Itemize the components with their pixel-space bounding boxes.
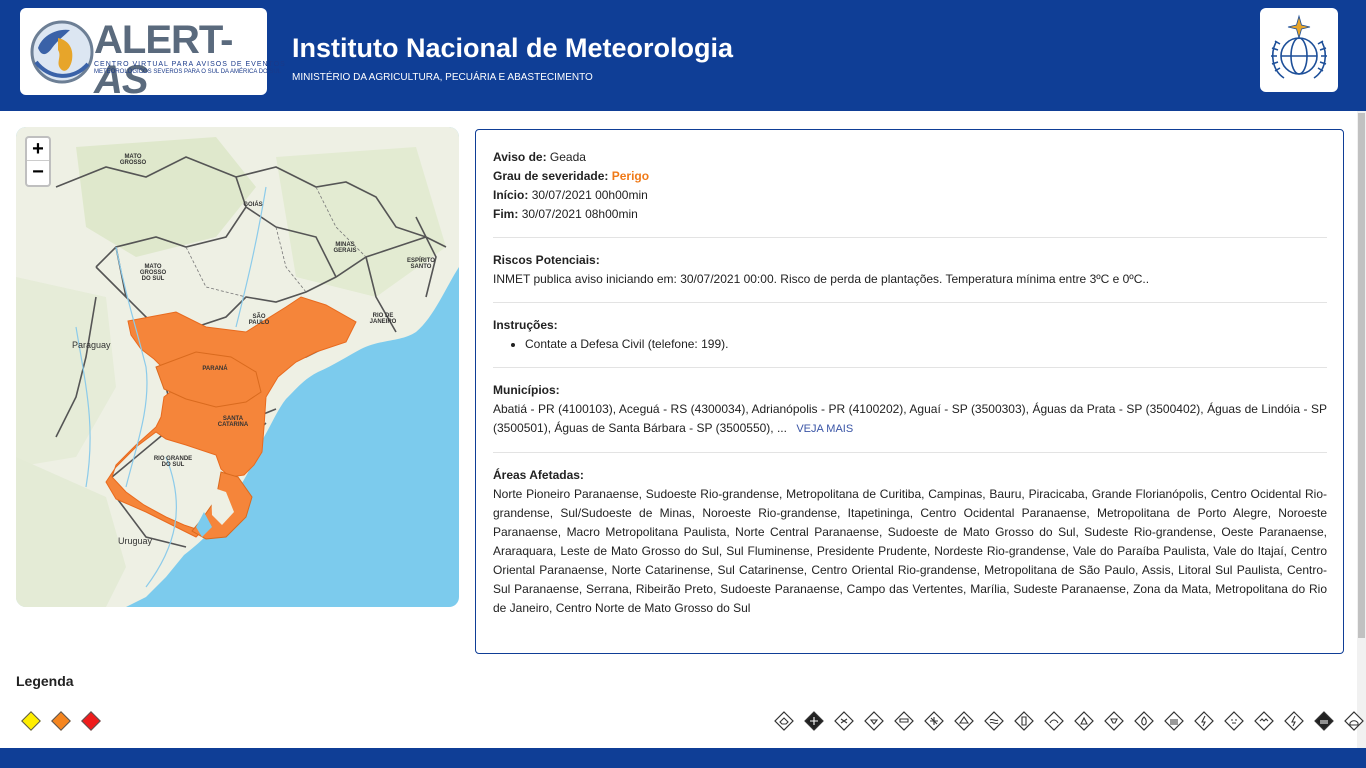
start-row [493, 186, 1327, 205]
wind-icon[interactable] [984, 711, 1004, 731]
risks-text: INMET publica aviso iniciando em: 30/07/2021 00:00. Risco de perda de plantações. Temperatura mínima entre 3ºC e 0ºC.. [493, 272, 1150, 286]
map-zoom-control [25, 136, 51, 187]
start-value: 30/07/2021 00h00min [531, 188, 648, 202]
lightning-icon[interactable] [1284, 711, 1304, 731]
map-label-rgs: RIO GRANDE DO SUL [153, 456, 193, 468]
severity-value: Perigo [611, 169, 650, 183]
start-label: Início: [493, 188, 529, 202]
tornado-icon[interactable] [1104, 711, 1124, 731]
map-canvas [16, 127, 459, 607]
map-label-sao-paulo: SÃO PAULO [248, 314, 270, 326]
map-label-mato-grosso: MATO GROSSO [119, 154, 147, 166]
zoom-in-button[interactable]: + [27, 138, 49, 161]
legend-danger-icon[interactable] [51, 711, 71, 731]
instruction-item: • Contate a Defesa Civil (telefone: 199). [525, 335, 1327, 354]
thunder-icon[interactable] [1194, 711, 1214, 731]
severity-label: Grau de severidade: [493, 169, 609, 183]
municipalities-title: Municípios: [493, 383, 560, 397]
heat-wave-icon[interactable] [1074, 711, 1094, 731]
low-humidity-icon[interactable] [1044, 711, 1064, 731]
legend-title: Legenda [16, 673, 74, 689]
wmo-logo[interactable] [1260, 8, 1338, 92]
legend-great-danger-icon[interactable] [81, 711, 101, 731]
page-subtitle: MINISTÉRIO DA AGRICULTURA, PECUÁRIA E ABASTECIMENTO [292, 72, 593, 83]
see-more-link[interactable]: VEJA MAIS [796, 423, 854, 435]
end-label: Fim: [493, 207, 519, 221]
site-footer [0, 748, 1366, 768]
fog-icon[interactable] [1164, 711, 1184, 731]
legend-potential-danger-icon[interactable] [21, 711, 41, 731]
areas-text: Norte Pioneiro Paranaense, Sudoeste Rio-grandense, Metropolitana de Curitiba, Campinas, Bauru, Piracicaba, Grande Florianópolis, Centro Ocidental Rio-grandense, Sul/Sudoeste de Minas, Noroeste Rio-grandense, Itapetininga, Centro Ocidental Paranaense, Metropolitana de Porto Alegre, Noroeste Paranaense, Macro Metropolitana Paulista, Norte Central Paranaense, Sudoeste de Mato Grosso do Sul, Sudeste Rio-grandense, Oeste Paranaense, Araraquara, Leste de Mato Grosso do Sul, Sul Fluminense, Presidente Prudente, Nordeste Rio-grandense, Vale do Paraíba Paulista, Vale do Itajaí, Centro Oriental Paranaense, Norte Catarinense, Sul Catarinense, Centro Oriental Rio-grandense, Metropolitana de São Paulo, Assis, Litoral Sul Paulista, Centro-Sul Paranaense, Serrana, Ribeirão Preto, Sudoeste Paranaense, Campo das Vertentes, Marília, Sudeste Paranaense, Zona da Mata, Metropolitana do Rio de Janeiro, Centro Norte de Mato Grosso do Sul [493, 487, 1327, 615]
alert-type-row [493, 148, 1327, 167]
alert-type-value: Geada [549, 150, 586, 164]
gale-icon[interactable] [804, 711, 824, 731]
alert-map[interactable] [16, 127, 459, 607]
risks-title: Riscos Potenciais: [493, 253, 600, 267]
flood-icon[interactable] [1314, 711, 1334, 731]
sand-icon[interactable] [1224, 711, 1244, 731]
dust-icon[interactable] [1254, 711, 1274, 731]
logo-wordmark: ALERT-AS [94, 18, 233, 102]
rain-icon[interactable] [894, 711, 914, 731]
divider [493, 367, 1327, 368]
divider [493, 237, 1327, 238]
frost-icon[interactable] [834, 711, 854, 731]
instructions-title: Instruções: [493, 318, 558, 332]
wmo-emblem-icon [1260, 8, 1338, 92]
page-scrollbar-thumb[interactable] [1358, 113, 1365, 638]
hail-icon[interactable] [864, 711, 884, 731]
fire-icon[interactable] [1134, 711, 1154, 731]
map-label-santa-catarina: SANTA CATARINA [217, 416, 249, 428]
municipalities-text [493, 400, 1327, 439]
map-label-paraguay: Paraguay [72, 340, 111, 350]
site-header [0, 0, 1366, 111]
alert-as-logo[interactable] [20, 8, 286, 102]
instructions-list [525, 335, 1327, 354]
map-label-minas: MINAS GERAIS [333, 242, 357, 254]
storm-icon[interactable] [774, 711, 794, 731]
map-label-goias: GOIÁS [243, 202, 263, 208]
divider [493, 302, 1327, 303]
snow-icon[interactable] [924, 711, 944, 731]
page-title: Instituto Nacional de Meteorologia [292, 33, 734, 63]
end-row [493, 205, 1327, 224]
heavy-rain-icon[interactable] [954, 711, 974, 731]
logo-tagline-2: METEOROLÓGICOS SEVEROS PARA O SUL DA AMÉRICA DO SUL [94, 69, 282, 75]
tsunami-icon[interactable] [1344, 711, 1364, 731]
map-label-espirito-santo: ESPÍRITO SANTO [407, 258, 435, 270]
areas-title: Áreas Afetadas: [493, 468, 584, 482]
divider [493, 452, 1327, 453]
map-label-parana: PARANÁ [202, 366, 228, 372]
map-label-ms: MATO GROSSO DO SUL [139, 264, 167, 282]
severity-row [493, 167, 1327, 186]
globe-logo-icon [28, 18, 96, 86]
municipalities-list: Abatiá - PR (4100103), Aceguá - RS (4300034), Adrianópolis - PR (4100202), Aguaí - SP (3500303), Águas da Prata - SP (3500402), Águas de Lindóia - SP (3500501), Águas de Santa Bárbara - SP (3500550), ... [493, 402, 1327, 435]
alert-details-panel [475, 129, 1344, 654]
map-label-rio: RIO DE JANEIRO [369, 313, 397, 325]
logo-tagline: CENTRO VIRTUAL PARA AVISOS DE EVENTOS [94, 61, 286, 68]
map-label-uruguay: Uruguay [118, 536, 153, 546]
cold-wave-icon[interactable] [1014, 711, 1034, 731]
alert-type-label: Aviso de: [493, 150, 547, 164]
end-value: 30/07/2021 08h00min [521, 207, 638, 221]
zoom-out-button[interactable]: − [32, 161, 44, 183]
